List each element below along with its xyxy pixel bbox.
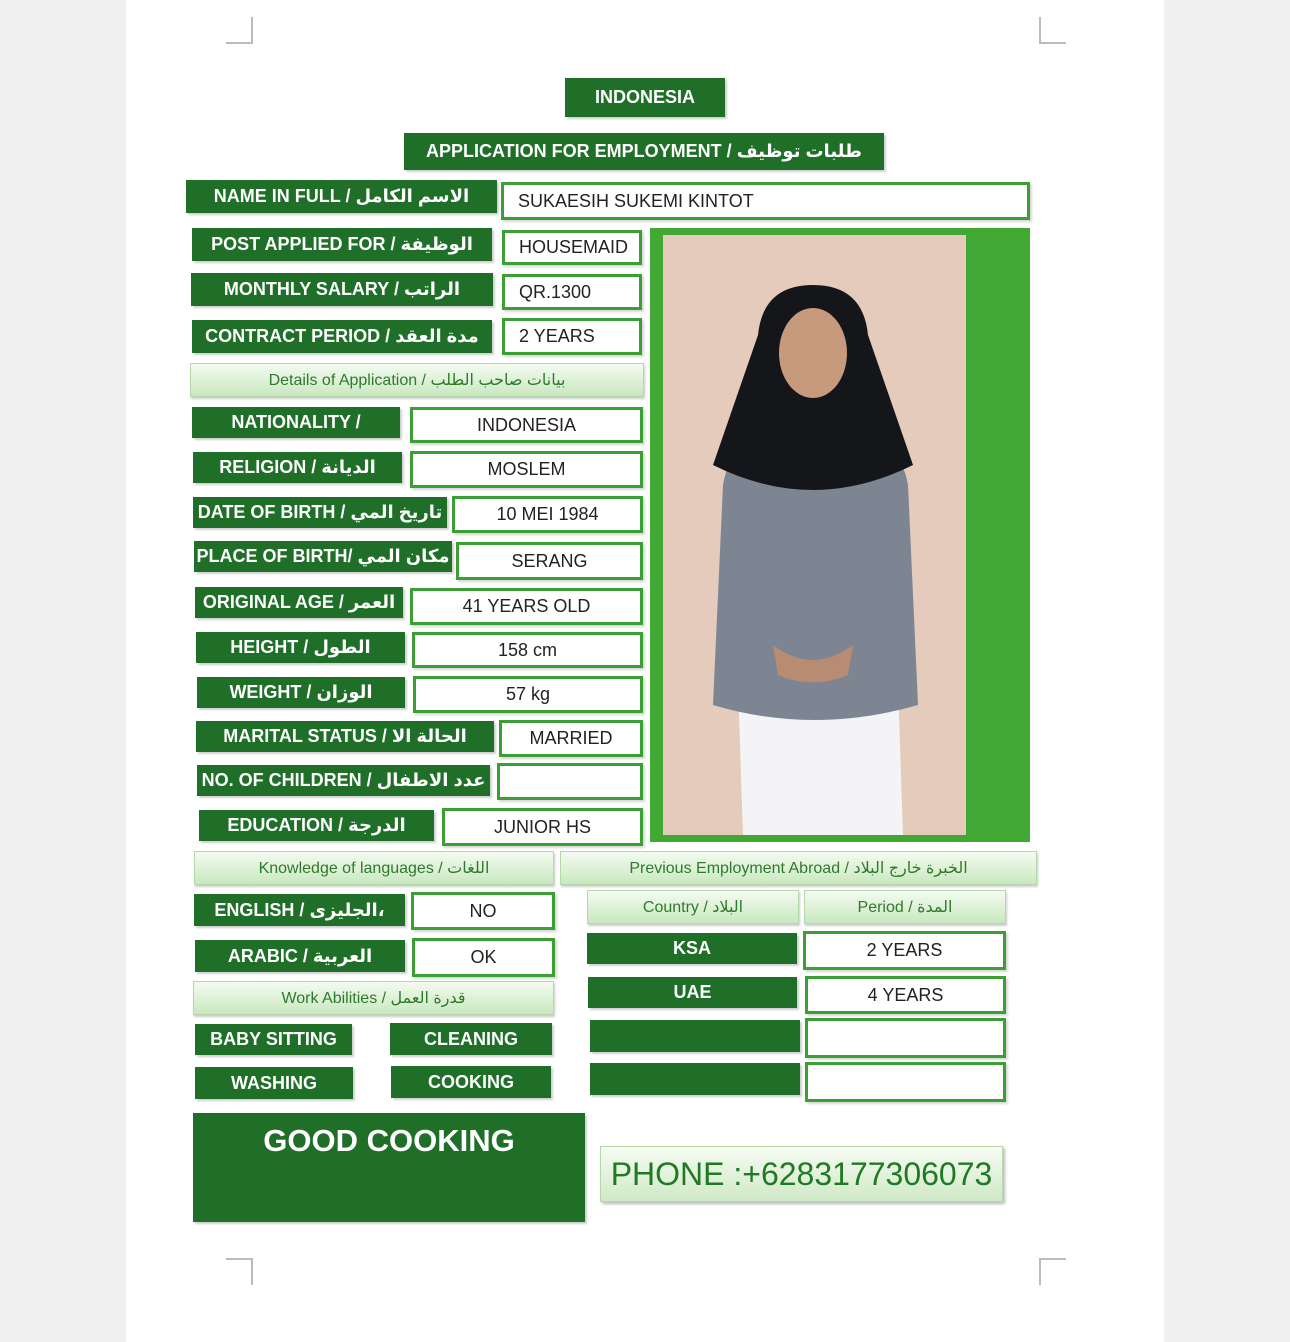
ability-item: WASHING <box>195 1067 353 1099</box>
english-label: ENGLISH / الجليزى، <box>194 894 405 926</box>
employment-period <box>805 1018 1006 1058</box>
name-label: NAME IN FULL / الاسم الكامل <box>186 180 497 213</box>
english-value: NO <box>411 892 555 930</box>
arabic-label: ARABIC / العربية <box>195 940 405 972</box>
applicant-photo-frame <box>650 228 1030 842</box>
height-label: HEIGHT / الطول <box>196 632 405 663</box>
marital-label: MARITAL STATUS / الحالة الا <box>196 721 494 752</box>
crop-mark <box>1039 17 1066 44</box>
dob-label: DATE OF BIRTH / تاريخ المي <box>193 497 447 528</box>
religion-label: RELIGION / الديانة <box>193 452 402 483</box>
phone-box: PHONE :+6283177306073 <box>600 1146 1003 1202</box>
children-value <box>497 763 643 800</box>
age-label: ORIGINAL AGE / العمر <box>195 587 403 618</box>
ability-item: COOKING <box>391 1066 551 1098</box>
abilities-section-header: Work Abilities / قدرة العمل <box>193 981 554 1015</box>
education-label: EDUCATION / الدرجة <box>199 810 434 841</box>
height-value: 158 cm <box>412 632 643 668</box>
pob-value: SERANG <box>456 542 643 580</box>
details-section-header: Details of Application / بيانات صاحب الطلب <box>190 363 644 397</box>
religion-value: MOSLEM <box>410 451 643 488</box>
age-value: 41 YEARS OLD <box>410 588 643 625</box>
remarks-box: GOOD COOKING <box>193 1113 585 1222</box>
period-column-header: Period / المدة <box>804 890 1006 924</box>
form-title: APPLICATION FOR EMPLOYMENT / طلبات توظيف <box>404 133 884 170</box>
post-value: HOUSEMAID <box>502 230 642 265</box>
employment-country: KSA <box>587 933 797 964</box>
crop-mark <box>226 17 253 44</box>
contract-label: CONTRACT PERIOD / مدة العقد <box>192 320 492 353</box>
nationality-value: INDONESIA <box>410 407 643 443</box>
ability-item: CLEANING <box>390 1023 552 1055</box>
ability-item: BABY SITTING <box>195 1024 352 1055</box>
country-banner: INDONESIA <box>565 78 725 117</box>
name-value: SUKAESIH SUKEMI KINTOT <box>501 182 1030 220</box>
employment-period: 4 YEARS <box>805 976 1006 1014</box>
crop-mark <box>1039 1258 1066 1285</box>
person-photo-illustration <box>663 235 966 835</box>
pob-label: PLACE OF BIRTH/ مكان المي <box>194 541 452 572</box>
employment-period <box>805 1062 1006 1102</box>
country-column-header: Country / البلاد <box>587 890 799 924</box>
employment-country: UAE <box>588 977 797 1008</box>
marital-value: MARRIED <box>499 720 643 757</box>
children-label: NO. OF CHILDREN / عدد الاطفال <box>197 765 490 796</box>
dob-value: 10 MEI 1984 <box>452 496 643 533</box>
contract-value: 2 YEARS <box>502 318 642 355</box>
arabic-value: OK <box>412 938 555 977</box>
weight-value: 57 kg <box>413 676 643 713</box>
nationality-label: NATIONALITY / <box>192 407 400 438</box>
salary-value: QR.1300 <box>502 274 642 310</box>
salary-label: MONTHLY SALARY / الراتب <box>191 273 493 306</box>
applicant-photo <box>663 235 966 835</box>
weight-label: WEIGHT / الوزان <box>197 677 405 708</box>
crop-mark <box>226 1258 253 1285</box>
employment-period: 2 YEARS <box>803 931 1006 970</box>
employment-section-header: Previous Employment Abroad / الخبرة خارج البلاد <box>560 851 1037 885</box>
post-label: POST APPLIED FOR / الوظيفة <box>192 228 492 261</box>
employment-country <box>590 1063 800 1095</box>
education-value: JUNIOR HS <box>442 808 643 846</box>
languages-section-header: Knowledge of languages / اللغات <box>194 851 554 885</box>
employment-country <box>590 1020 800 1052</box>
